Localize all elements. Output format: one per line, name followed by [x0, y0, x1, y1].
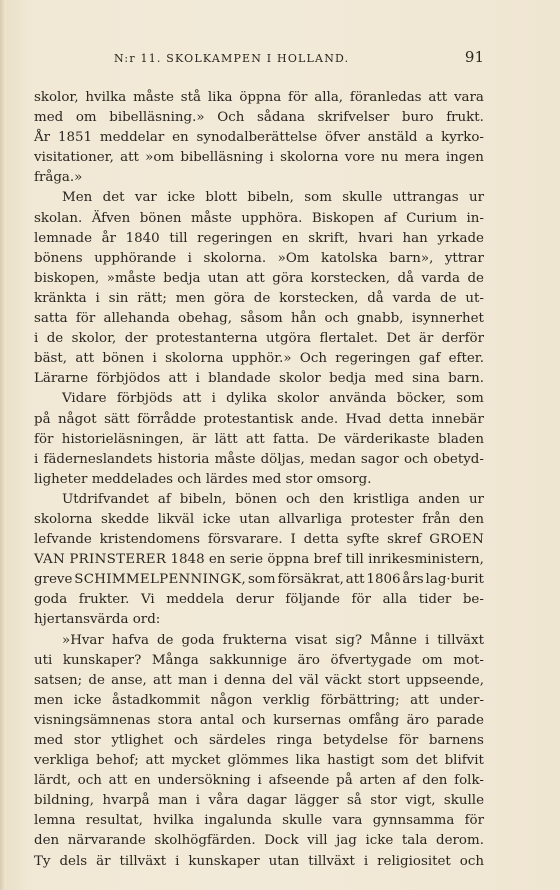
text-line: År 1851 meddelar en synodalberättelse öfver anstäld a kyrko-: [34, 130, 484, 146]
page-gutter-shadow: [0, 0, 6, 890]
text-line: lemna resultat, hvilka ingalunda skulle vara gynnsamma för: [34, 813, 484, 829]
text-line: biskopen, »måste bedja utan att göra korstecken, då varda de: [34, 270, 484, 286]
text-line: Lärarne förbjödos att i blandade skolor bedja med sina barn.: [34, 371, 484, 387]
text-line: skolor, hvilka måste stå lika öppna för alla, föranledas att vara: [34, 90, 484, 105]
text-line: skolorna skedde likväl icke utan allvarliga protester från den: [34, 511, 484, 527]
text-line: »Hvar hafva de goda frukterna visat sig? Månne i tillväxt: [62, 632, 484, 648]
text-line: lemnade år 1840 till regeringen en skrift, hvari han yrkade: [34, 230, 484, 246]
text-line: greve SCHIMMELPENNINGK, som försäkrat, att 1806 års lag·burit: [34, 572, 484, 588]
text-line: den närvarande skolhögfärden. Dock vill jag icke tala derom.: [34, 833, 484, 849]
text-line: i fädernеslandets historia måste döljas, medan sagor och obetyd-: [34, 451, 484, 467]
page-number: 91: [464, 48, 484, 66]
text-line: fråga.»: [34, 170, 83, 186]
text-line: bäst, att bönen i skolorna upphör.» Och regeringen gaf efter.: [34, 351, 484, 367]
text-line: lärdt, och att en undersökning i afseende på arten af den folk-: [34, 773, 484, 789]
text-line: hjertansvärda ord:: [34, 612, 161, 628]
text-line: på något sätt förrådde protestantisk ande. Hvad detta innebär: [34, 411, 484, 427]
text-line: lefvande kristendomens försvarare. I detta syfte skref GROEN: [34, 532, 484, 548]
text-line: VAN PRINSTERER 1848 en serie öppna bref till inrikesministern,: [34, 552, 484, 568]
text-line: med om bibelläsning.» Och sådana skrifvelser buro frukt.: [34, 110, 484, 126]
running-header: [34, 48, 484, 68]
text-line: med stor ytlighet och särdeles ringa betydelse för barnens: [34, 733, 484, 748]
text-line: satta för allehanda obehag, såsom hån och gnabb, isynnerhet: [34, 311, 484, 327]
text-line: verkliga behof; att mycket glömmes lika hastigt som det blifvit: [34, 753, 484, 769]
text-line: visitationer, att »om bibelläsning i skolorna vore nu mera ingen: [34, 150, 484, 166]
text-line: goda frukter. Vi meddela derur följande för alla tider be-: [34, 592, 484, 608]
text-line: i de skolor, der protestanterna utgöra flertalet. Det är derför: [34, 331, 484, 347]
text-line: visningsämnenas stora antal och kursernas omfång äro parade: [34, 712, 484, 728]
text-line: uti kunskaper? Många sakkunnige äro öfvertygade om mot-: [34, 652, 484, 668]
text-line: Vidare förbjöds att i dylika skolor använda böcker, som: [62, 391, 484, 407]
body-text: [34, 88, 484, 872]
text-line: ligheter meddelades och lärdes med stor omsorg.: [34, 471, 372, 487]
text-line: Utdrifvandet af bibeln, bönen och den kristliga anden ur: [62, 491, 484, 507]
text-line: bildning, hvarpå man i våra dagar lägger så stor vigt, skulle: [34, 793, 484, 809]
text-line: kränkta i sin rätt; men göra de korstecken, då varda de ut-: [34, 290, 484, 306]
text-line: Ty dels är tillväxt i kunskaper utan tillväxt i religiositet och: [34, 853, 484, 869]
text-line: för historieläsningen, är lätt att fatta. De värderikaste bladen: [34, 431, 484, 447]
text-line: skolan. Äfven bönen måste upphöra. Biskopen af Curium in-: [34, 210, 484, 226]
text-line: Men det var icke blott bibeln, som skulle uttrangas ur: [62, 190, 484, 206]
text-line: men icke åstadkommit någon verklig förbättring; att under-: [34, 692, 484, 708]
running-title: N:r 11. SKOLKAMPEN I HOLLAND.: [114, 52, 350, 65]
text-line: bönens upphörande i skolorna. »Om katolska barn», yttrar: [34, 250, 484, 266]
text-line: satsen; de anse, att man i denna del väl väckt stort uppseende,: [34, 672, 484, 688]
